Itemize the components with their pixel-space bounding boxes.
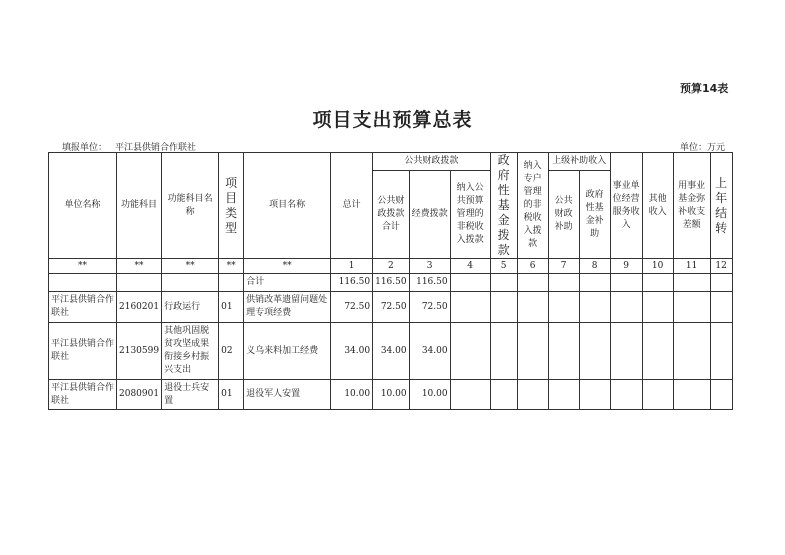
row-public-sum: 34.00 — [373, 323, 410, 380]
row-type: 02 — [219, 323, 244, 380]
row-code: 2130599 — [117, 323, 162, 380]
index-cell: 2 — [373, 259, 410, 274]
index-cell: 3 — [409, 259, 450, 274]
empty-cell — [673, 323, 710, 380]
empty-cell — [548, 274, 579, 292]
row-code: 2080901 — [117, 380, 162, 410]
empty-cell — [610, 292, 642, 323]
header-func-code: 功能科目 — [117, 153, 162, 259]
empty-cell — [219, 274, 244, 292]
index-cell: 6 — [517, 259, 548, 274]
table-row — [49, 323, 733, 380]
header-total: 总计 — [331, 153, 373, 259]
empty-cell — [673, 292, 710, 323]
empty-cell — [710, 323, 732, 380]
row-public-sum: 10.00 — [373, 380, 410, 410]
page-title: 项目支出预算总表 — [312, 109, 473, 131]
header-non-tax: 纳入公共预算管理的非税收入拨款 — [450, 171, 490, 259]
empty-cell — [490, 380, 517, 410]
row-project: 退役军人安置 — [244, 380, 331, 410]
header-unit-name: 单位名称 — [49, 153, 117, 259]
total-public-sum: 116.50 — [373, 274, 410, 292]
empty-cell — [490, 292, 517, 323]
empty-cell — [710, 274, 732, 292]
empty-cell — [517, 274, 548, 292]
empty-cell — [673, 274, 710, 292]
index-cell: 7 — [548, 259, 579, 274]
empty-cell — [673, 380, 710, 410]
row-type: 01 — [219, 292, 244, 323]
index-cell: ** — [117, 259, 162, 274]
header-sup-gov-fund: 政府性基金补助 — [579, 171, 610, 259]
empty-cell — [579, 323, 610, 380]
index-row — [49, 259, 733, 274]
reporting-unit-label: 填报单位： — [62, 143, 108, 153]
table-row — [49, 380, 733, 410]
header-gov-fund: 政府性基金拨款 — [490, 153, 517, 259]
empty-cell — [517, 323, 548, 380]
row-project: 义乌来料加工经费 — [244, 323, 331, 380]
row-operating: 34.00 — [409, 323, 450, 380]
empty-cell — [117, 274, 162, 292]
total-total: 116.50 — [331, 274, 373, 292]
total-row — [49, 274, 733, 292]
reporting-unit-name: 平江县供销合作联社 — [115, 143, 197, 153]
header-row-1 — [49, 153, 733, 171]
empty-cell — [490, 323, 517, 380]
header-public-group: 公共财政拨款 — [373, 153, 491, 171]
index-cell: 1 — [331, 259, 373, 274]
index-cell: ** — [219, 259, 244, 274]
header-func-name: 功能科目名称 — [162, 153, 219, 259]
header-public-sum: 公共财政拨款合计 — [373, 171, 410, 259]
row-func: 其他巩固脱贫攻坚成果衔接乡村振兴支出 — [162, 323, 219, 380]
empty-cell — [490, 274, 517, 292]
row-project: 供销改革遗留问题处理专项经费 — [244, 292, 331, 323]
empty-cell — [162, 274, 219, 292]
empty-cell — [450, 380, 490, 410]
row-total: 34.00 — [331, 323, 373, 380]
empty-cell — [610, 274, 642, 292]
index-cell: 4 — [450, 259, 490, 274]
total-label: 合计 — [244, 274, 331, 292]
empty-cell — [450, 292, 490, 323]
budget-table — [48, 152, 733, 410]
empty-cell — [642, 323, 673, 380]
header-business-income: 事业单位经营服务收入 — [610, 153, 642, 259]
header-special-non-tax: 纳入专户管理的非税收入拨款 — [517, 153, 548, 259]
row-code: 2160201 — [117, 292, 162, 323]
row-public-sum: 72.50 — [373, 292, 410, 323]
empty-cell — [642, 380, 673, 410]
row-total: 72.50 — [331, 292, 373, 323]
header-project-type: 项目类型 — [219, 153, 244, 259]
row-unit: 平江县供销合作联社 — [49, 380, 117, 410]
row-unit: 平江县供销合作联社 — [49, 292, 117, 323]
empty-cell — [517, 380, 548, 410]
empty-cell — [548, 323, 579, 380]
index-cell: ** — [49, 259, 117, 274]
index-cell: 11 — [673, 259, 710, 274]
empty-cell — [579, 380, 610, 410]
empty-cell — [579, 274, 610, 292]
empty-cell — [610, 323, 642, 380]
index-cell: 9 — [610, 259, 642, 274]
empty-cell — [517, 292, 548, 323]
empty-cell — [710, 380, 732, 410]
header-superior-group: 上级补助收入 — [548, 153, 610, 171]
index-cell: ** — [162, 259, 219, 274]
empty-cell — [642, 292, 673, 323]
empty-cell — [450, 274, 490, 292]
empty-cell — [548, 380, 579, 410]
empty-cell — [579, 292, 610, 323]
empty-cell — [710, 292, 732, 323]
row-unit: 平江县供销合作联社 — [49, 323, 117, 380]
header-project-name: 项目名称 — [244, 153, 331, 259]
row-func: 退役士兵安置 — [162, 380, 219, 410]
header-prior-carry: 上年结转 — [710, 153, 732, 259]
row-type: 01 — [219, 380, 244, 410]
header-other-income: 其他收入 — [642, 153, 673, 259]
empty-cell — [610, 380, 642, 410]
empty-cell — [642, 274, 673, 292]
index-cell: 10 — [642, 259, 673, 274]
index-cell: 12 — [710, 259, 732, 274]
header-fund-balance: 用事业基金弥补收支差额 — [673, 153, 710, 259]
table-number: 预算14表 — [680, 82, 729, 95]
row-total: 10.00 — [331, 380, 373, 410]
index-cell: 5 — [490, 259, 517, 274]
total-operating: 116.50 — [409, 274, 450, 292]
row-operating: 72.50 — [409, 292, 450, 323]
header-sup-public: 公共财政补助 — [548, 171, 579, 259]
table-row — [49, 292, 733, 323]
empty-cell — [548, 292, 579, 323]
header-operating: 经费拨款 — [409, 171, 450, 259]
index-cell: ** — [244, 259, 331, 274]
empty-cell — [49, 274, 117, 292]
money-unit: 单位：万元 — [680, 143, 726, 153]
row-operating: 10.00 — [409, 380, 450, 410]
empty-cell — [450, 323, 490, 380]
row-func: 行政运行 — [162, 292, 219, 323]
index-cell: 8 — [579, 259, 610, 274]
